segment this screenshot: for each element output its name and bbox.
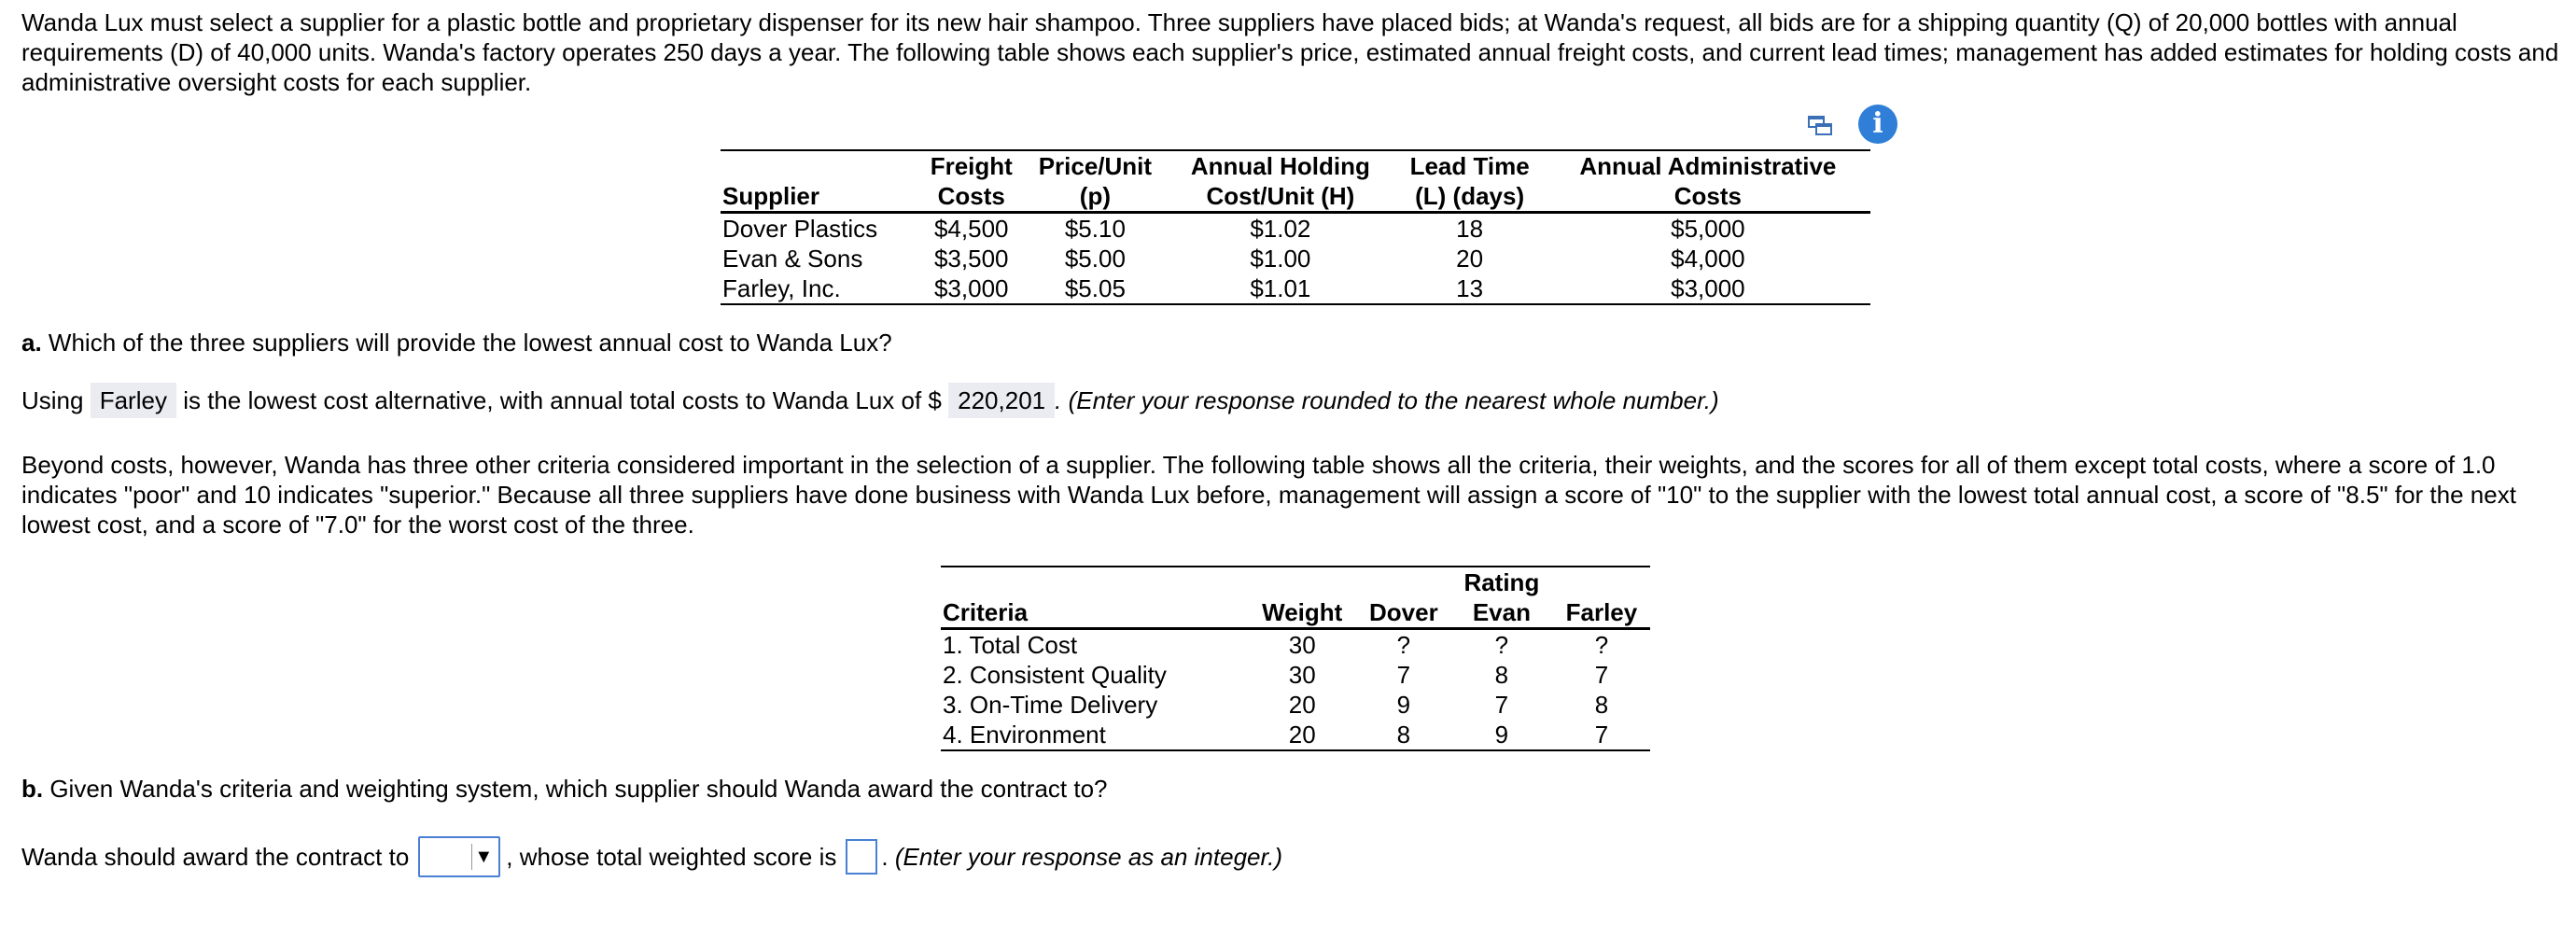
supplier-cell: Evan & Sons <box>722 245 863 273</box>
dover-cell: ? <box>1396 631 1411 659</box>
price-cell: $5.05 <box>1024 273 1168 304</box>
header-weight: Weight <box>1248 597 1357 629</box>
header-farley: Farley <box>1553 597 1650 629</box>
answer-b-period: . <box>881 842 895 871</box>
table-row <box>941 660 1650 690</box>
criteria-cell: 3. On-Time Delivery <box>943 691 1158 719</box>
answer-a-middle: is the lowest cost alternative, with annual total costs to Wanda Lux of $ <box>183 386 942 414</box>
supplier-cell: Dover Plastics <box>722 215 878 243</box>
answer-supplier-field[interactable]: Farley <box>91 383 176 418</box>
supplier-cell: Farley, Inc. <box>721 273 919 304</box>
table-row <box>721 244 1870 273</box>
supplier-table <box>721 149 1870 305</box>
table-row <box>721 273 1870 304</box>
header-holding-2: Cost/Unit (H) <box>1167 181 1393 213</box>
freight-cell: $3,500 <box>933 245 1009 273</box>
copy-icon[interactable] <box>1808 114 1832 134</box>
info-icon[interactable]: i <box>1858 105 1897 144</box>
chevron-down-icon[interactable]: ▼ <box>471 844 495 870</box>
freight-cell: $3,000 <box>919 273 1024 304</box>
question-a-text: Which of the three suppliers will provide the lowest annual cost to Wanda Lux? <box>41 329 892 357</box>
weight-cell: 30 <box>1288 631 1316 659</box>
header-criteria: Criteria <box>941 597 1248 629</box>
lead-cell: 18 <box>1456 215 1484 243</box>
header-blank <box>1248 567 1357 597</box>
question-b-text: Given Wanda's criteria and weighting system, which supplier should Wanda award the contract to? <box>43 775 1108 803</box>
table-row <box>941 690 1650 720</box>
price-cell: $5.10 <box>1064 215 1126 243</box>
answer-b-middle: , whose total weighted score is <box>506 842 837 871</box>
answer-total-field[interactable]: 220,201 <box>948 383 1055 418</box>
farley-cell: 8 <box>1594 691 1609 719</box>
farley-cell: 7 <box>1553 720 1650 750</box>
header-blank <box>1553 567 1650 597</box>
admin-cell: $4,000 <box>1671 245 1745 273</box>
evan-cell: 8 <box>1494 661 1509 689</box>
dover-cell: 8 <box>1357 720 1450 750</box>
admin-cell: $3,000 <box>1546 273 1870 304</box>
weight-cell: 30 <box>1288 661 1316 689</box>
freight-cell: $4,500 <box>933 215 1009 243</box>
holding-cell: $1.00 <box>1250 245 1311 273</box>
evan-cell: 9 <box>1450 720 1553 750</box>
header-lead-2: (L) (days) <box>1394 181 1546 213</box>
evan-cell: 7 <box>1494 691 1509 719</box>
question-a-label: a. <box>21 329 42 357</box>
weighted-score-input[interactable] <box>846 839 877 875</box>
header-supplier: Supplier <box>721 181 919 213</box>
evan-cell: ? <box>1494 631 1509 659</box>
header-dover: Dover <box>1357 597 1450 629</box>
dover-cell: 7 <box>1396 661 1411 689</box>
criteria-table <box>941 566 1650 751</box>
question-b <box>21 775 1108 804</box>
holding-cell: $1.02 <box>1250 215 1311 243</box>
answer-b-hint: (Enter your response as an integer.) <box>894 842 1283 871</box>
question-a <box>21 329 892 357</box>
header-blank <box>941 567 1248 597</box>
header-freight-2: Costs <box>919 181 1024 213</box>
header-price-1: Price/Unit <box>1024 150 1168 181</box>
weight-cell: 20 <box>1288 691 1316 719</box>
header-lead-1: Lead Time <box>1394 150 1546 181</box>
header-rating: Rating <box>1450 567 1553 597</box>
admin-cell: $5,000 <box>1671 215 1745 243</box>
problem-intro: Wanda Lux must select a supplier for a plastic bottle and proprietary dispenser for its new hair shampoo. Three suppliers have placed bids; at Wanda's request, all bids are for a shipping quantity (Q) of 20,000 bottles with annual requirements (D) of 40,000 units. Wanda's factory operates 250 days a year. The following table shows each supplier's price, estimated annual freight costs, and current lead times; management has added estimates for holding costs and administrative oversight costs for each supplier. <box>21 8 2559 96</box>
header-price-2: (p) <box>1024 181 1168 213</box>
answer-a-prefix: Using <box>21 386 84 414</box>
weight-cell: 20 <box>1248 720 1357 750</box>
price-cell: $5.00 <box>1064 245 1126 273</box>
answer-b-prefix: Wanda should award the contract to <box>21 842 410 871</box>
answer-b-line <box>21 836 1282 877</box>
header-holding-1: Annual Holding <box>1167 150 1393 181</box>
header-blank <box>1357 567 1450 597</box>
table-tools <box>1806 103 1890 146</box>
answer-a-hint: . (Enter your response rounded to the nearest whole number.) <box>1055 386 1719 414</box>
header-admin-2: Costs <box>1546 181 1870 213</box>
answer-a-line <box>21 386 1719 415</box>
table-row <box>941 720 1650 750</box>
lead-cell: 20 <box>1456 245 1484 273</box>
header-blank <box>721 150 919 181</box>
dover-cell: 9 <box>1396 691 1411 719</box>
farley-cell: ? <box>1594 631 1609 659</box>
table-row <box>941 629 1650 661</box>
holding-cell: $1.01 <box>1167 273 1393 304</box>
header-evan: Evan <box>1450 597 1553 629</box>
header-freight-1: Freight <box>919 150 1024 181</box>
farley-cell: 7 <box>1594 661 1609 689</box>
criteria-cell: 2. Consistent Quality <box>943 661 1167 689</box>
supplier-dropdown[interactable] <box>418 836 500 877</box>
lead-cell: 13 <box>1394 273 1546 304</box>
header-admin-1: Annual Administrative <box>1546 150 1870 181</box>
table-row <box>721 213 1870 245</box>
criteria-cell: 4. Environment <box>941 720 1248 750</box>
criteria-paragraph: Beyond costs, however, Wanda has three other criteria considered important in the selection of a supplier. The following table shows all the criteria, their weights, and the scores for all of them except total costs, where a score of 1.0 indicates "poor" and 10 indicates "superior." Because all three suppliers have done business with Wanda Lux before, management will assign a score of "10" to the supplier with the lowest total annual cost, a score of "8.5" for the next lowest cost, and a score of "7.0" for the worst cost of the three. <box>21 451 2516 539</box>
criteria-cell: 1. Total Cost <box>943 631 1078 659</box>
question-b-label: b. <box>21 775 44 803</box>
